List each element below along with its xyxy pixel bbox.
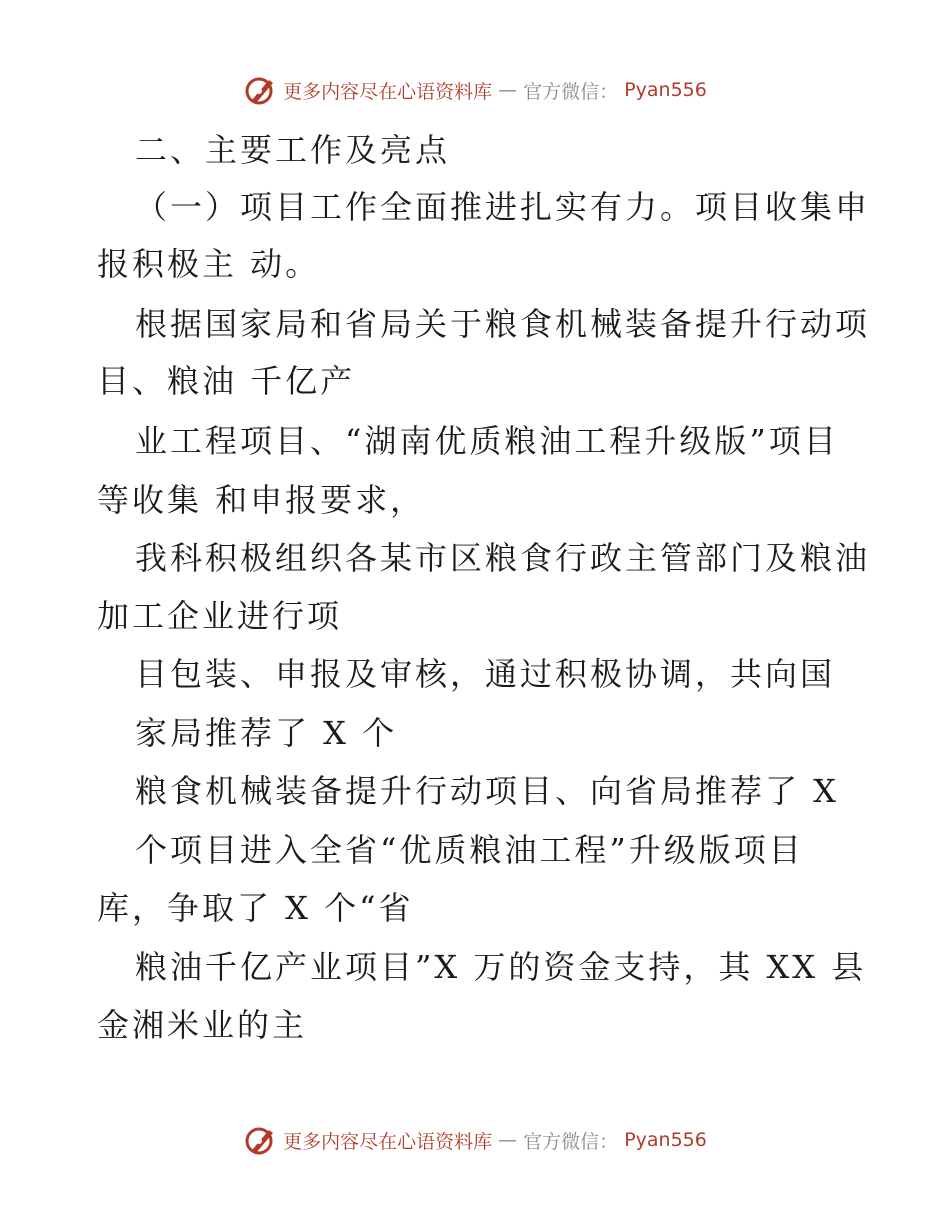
text-line: 目包装、申报及审核，通过积极协调，共向国 [135, 655, 836, 693]
text-line: 业工程项目、“湖南优质粮油工程升级版”项目 [135, 422, 839, 460]
banner-wechat-label: 官方微信： [523, 1130, 619, 1153]
text-line: 等收集 和申报要求， [97, 481, 426, 519]
pen-logo-icon [243, 1124, 277, 1156]
text-line: 我科积极组织各某市区粮食行政主管部门及粮油 [135, 539, 871, 577]
text-line: （一）项目工作全面推进扎实有力。项目收集申 [135, 188, 871, 226]
text-line: 加工企业进行项 [97, 597, 343, 635]
pen-logo-icon [243, 74, 277, 106]
text-line: 目、粮油 千亿产 [97, 362, 356, 400]
header-banner [0, 74, 950, 106]
banner-dash: — [498, 1129, 518, 1151]
banner-handle: Pyan556 [624, 79, 707, 101]
footer-banner [0, 1124, 950, 1156]
text-line: 库，争取了 X 个“省 [97, 889, 414, 927]
text-line: 金湘米业的主 [97, 1006, 308, 1044]
banner-handle: Pyan556 [624, 1129, 707, 1151]
section-heading: 二、主要工作及亮点 [135, 131, 451, 169]
text-line: 家局推荐了 X 个 [135, 714, 398, 752]
banner-brand: 更多内容尽在心语资料库 [283, 80, 493, 103]
text-line: 个项目进入全省“优质粮油工程”升级版项目 [135, 831, 804, 869]
banner-dash: — [498, 79, 518, 101]
banner-wechat-label: 官方微信： [523, 80, 619, 103]
text-line: 报积极主 动。 [97, 245, 321, 283]
text-line: 粮食机械装备提升行动项目、向省局推荐了 X [135, 772, 839, 810]
text-line: 根据国家局和省局关于粮食机械装备提升行动项 [135, 305, 871, 343]
text-line: 粮油千亿产业项目”X 万的资金支持，其 XX 县 [135, 948, 867, 986]
banner-brand: 更多内容尽在心语资料库 [283, 1130, 493, 1153]
